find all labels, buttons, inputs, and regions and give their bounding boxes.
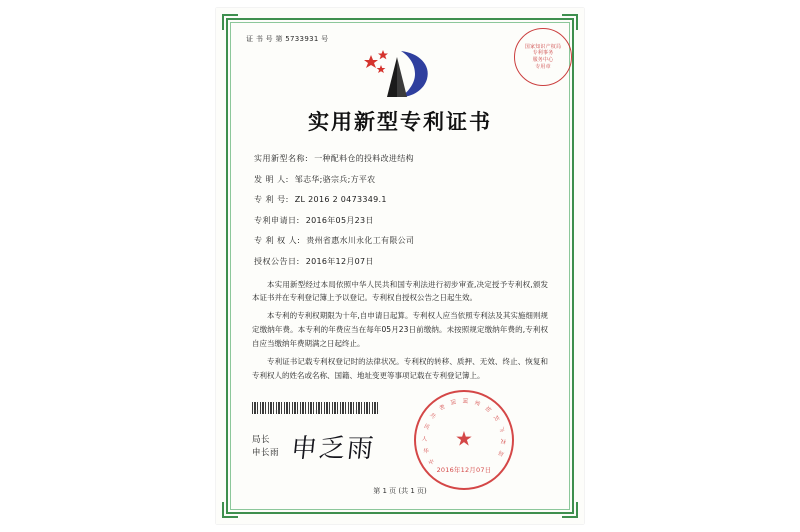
page-footer: 第 1 页 (共 1 页) (373, 487, 427, 495)
field-row (254, 154, 554, 164)
document-title: 实用新型专利证书 (308, 109, 492, 134)
body-paragraph: 本实用新型经过本局依照中华人民共和国专利法进行初步审查,决定授予专利权,颁发本证书并在专利登记簿上予以登记。专利权自授权公告之日起生效。 (252, 279, 548, 303)
field-label: 实用新型名称: (254, 154, 309, 163)
seal-small-text: 国家知识产权局 专利事务 服务中心 专用章 (524, 43, 562, 70)
corner-ornament-top-left (222, 14, 238, 30)
field-value: 2016年12月07日 (305, 256, 374, 266)
field-row (254, 195, 554, 205)
barcode (252, 402, 380, 414)
legal-body-text (246, 278, 554, 383)
field-row (254, 236, 554, 246)
field-label: 发 明 人: (254, 174, 289, 184)
signature-block (252, 434, 375, 462)
body-paragraph: 专利证书记载专利权登记时的法律状况。专利权的转移、质押、无效、终止、恢复和专利权人的姓名或名称、国籍、地址变更等事项记载在专利登记簿上。 (252, 356, 548, 380)
seal-date: 2016年12月07日 (436, 466, 492, 474)
seal-official-red (414, 390, 514, 490)
certificate-sheet (216, 8, 584, 524)
signature-label-line2: 申长雨 (252, 447, 280, 458)
body-paragraph: 本专利的专利权期限为十年,自申请日起算。专利权人应当依照专利法及其实施细则规定缴纳年费。本专利的年费应当在每年05月23日前缴纳。未按照规定缴纳年费的,专利权自应当缴纳年费期满之日起终止。 (252, 311, 548, 349)
corner-ornament-bottom-left (222, 502, 238, 518)
emblem-logo (246, 46, 554, 104)
field-row (254, 175, 554, 185)
seal-ring-text: 中 华 人 民 共 和 国 国 家 知 识 产 权 局 (421, 397, 507, 467)
certificate-number: 证 书 号 第 5733931 号 (246, 35, 329, 43)
field-row (254, 257, 554, 267)
field-label: 专 利 权 人: (254, 236, 301, 246)
corner-ornament-top-right (562, 14, 578, 30)
corner-ornament-bottom-right (562, 502, 578, 518)
field-label: 授权公告日: (254, 256, 300, 266)
field-value: 邹志华;骆宗兵;方平农 (294, 174, 376, 184)
field-value: 贵州省惠水川永化工有限公司 (306, 236, 415, 246)
handwritten-signature: 申乏雨 (289, 434, 377, 464)
signature-label (252, 434, 279, 460)
seal-small (514, 28, 572, 86)
signature-label-line1: 局长 (252, 435, 271, 445)
field-label: 专 利 号: (254, 195, 289, 205)
field-list (246, 154, 554, 267)
field-value: 2016年05月23日 (305, 215, 374, 225)
field-label: 专利申请日: (254, 215, 300, 225)
logo-svg (357, 47, 443, 103)
field-value: 一种配料仓的投料改进结构 (314, 154, 414, 163)
patent-office-logo-icon (357, 47, 443, 103)
field-row (254, 216, 554, 226)
seal-star-icon: ★ (455, 426, 473, 451)
field-value: ZL 2016 2 0473349.1 (294, 195, 387, 205)
